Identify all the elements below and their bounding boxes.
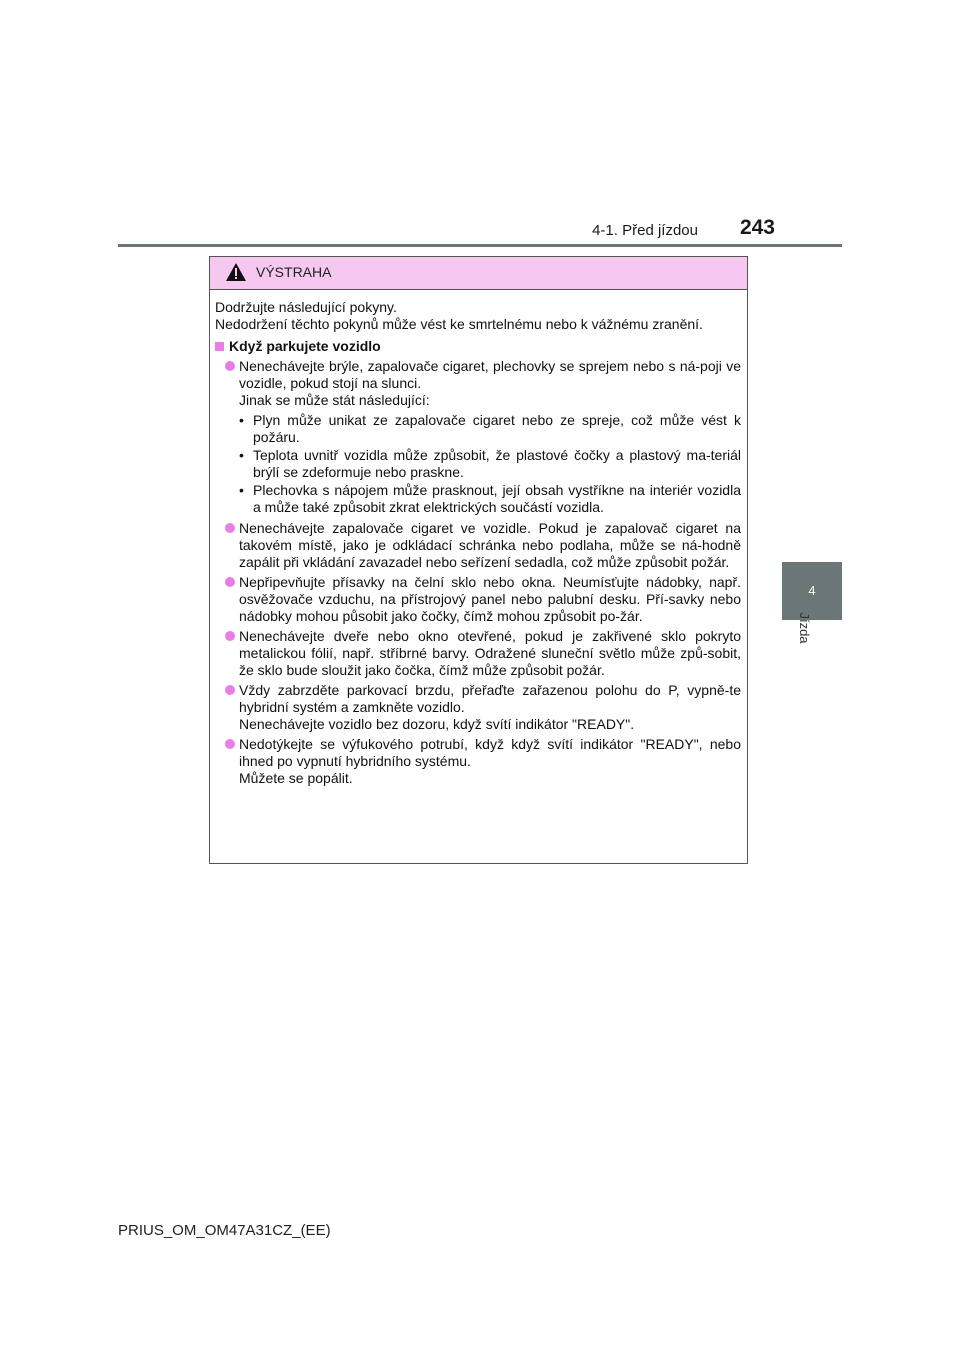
page-number: 243 <box>739 216 775 239</box>
section-title: 4-1. Před jízdou <box>592 222 698 239</box>
pink-square-bullet <box>215 342 224 351</box>
bullet-line: Nenechávejte vozidlo bez dozoru, když svítí indikátor "READY". <box>239 716 635 732</box>
warning-bullet <box>215 628 741 679</box>
intro-line: Dodržujte následující pokyny. <box>215 299 397 315</box>
warning-bullet <box>215 736 741 787</box>
pink-dot-bullet <box>225 361 235 371</box>
pink-dot-bullet <box>225 523 235 533</box>
pink-dot-bullet <box>225 631 235 641</box>
bullet-text <box>239 628 741 679</box>
subitem: • Plechovka s nápojem může prasknout, její obsah vystříkne na interiér vozidla a může také způsobit zkrat elektrických součástí vozidla. <box>239 482 741 515</box>
warning-bullet <box>215 520 741 571</box>
pink-dot-bullet <box>225 739 235 749</box>
chapter-tab-number: 4 <box>782 562 842 620</box>
bullet-line: Nenechávejte zapalovače cigaret ve vozidle. Pokud je zapalovač cigaret na takovém místě, jako je odkládací schránka nebo podlaha, může se ná-hodně zapálit při vkládání zavazadel nebo seřízení sedadla, což může způsobit požár. <box>239 520 741 570</box>
warning-intro <box>215 299 741 333</box>
bullet-subitems <box>239 412 741 516</box>
bullet-text <box>239 736 741 787</box>
warning-triangle-icon <box>225 262 247 282</box>
warning-body <box>210 290 747 787</box>
bullet-text <box>239 682 741 733</box>
subheading-text: Když parkujete vozidlo <box>229 338 381 354</box>
warning-subheading <box>215 338 741 355</box>
bullet-line: Nenechávejte dveře nebo okno otevřené, pokud je zakřivené sklo pokryto metalickou fólií, např. stříbrné barvy. Odražené sluneční světlo může způ-sobit, že sklo bude sloužit jako čočka, čímž může způsobit požár. <box>239 628 741 678</box>
subitem-text: Teplota uvnitř vozidla může způsobit, že plastové čočky a plastový ma-teriál brýlí se zdeformuje nebo praskne. <box>253 447 741 480</box>
subitem: • Plyn může unikat ze zapalovače cigaret nebo ze spreje, což může vést k požáru. <box>239 412 741 445</box>
subitem: • Teplota uvnitř vozidla může způsobit, že plastové čočky a plastový ma-teriál brýlí se zdeformuje nebo praskne. <box>239 447 741 480</box>
bullet-text <box>239 574 741 625</box>
bullet-line: Nenechávejte brýle, zapalovače cigaret, plechovky se sprejem nebo s ná-poji ve vozidle, pokud stojí na slunci. <box>239 358 741 391</box>
warning-box <box>209 256 748 864</box>
subitem-text: Plechovka s nápojem může prasknout, její obsah vystříkne na interiér vozidla a může také způsobit zkrat elektrických součástí vozidla. <box>253 482 741 515</box>
bullet-text <box>239 358 741 517</box>
bullet-line: Můžete se popálit. <box>239 770 353 786</box>
bullet-line: Nepřipevňujte přísavky na čelní sklo nebo okna. Neumísťujte nádobky, např. osvěžovače vzduchu, na přístrojový panel nebo palubní desku. Pří-savky nebo nádobky mohou působit jako čočky, čímž mohou způsobit po-žár. <box>239 574 741 624</box>
bullet-text <box>239 520 741 571</box>
document-code: PRIUS_OM_OM47A31CZ_(EE) <box>118 1222 331 1239</box>
warning-bullet <box>215 358 741 517</box>
header-divider <box>118 244 842 247</box>
bullet-line: Nedotýkejte se výfukového potrubí, když když svítí indikátor "READY", nebo ihned po vypnutí hybridního systému. <box>239 736 741 769</box>
intro-line: Nedodržení těchto pokynů může vést ke smrtelnému nebo k vážnému zranění. <box>215 316 703 332</box>
warning-title: VÝSTRAHA <box>256 264 332 280</box>
warning-header <box>210 257 747 290</box>
subitem-text: Plyn může unikat ze zapalovače cigaret nebo ze spreje, což může vést k požáru. <box>253 412 741 445</box>
bullet-line: Jinak se může stát následující: <box>239 392 430 408</box>
warning-bullet <box>215 682 741 733</box>
warning-bullet <box>215 574 741 625</box>
chapter-tab-label-text: Jízda <box>797 612 812 644</box>
chapter-tab-label <box>782 612 842 680</box>
pink-dot-bullet <box>225 685 235 695</box>
bullet-line: Vždy zabrzděte parkovací brzdu, přeřaďte zařazenou polohu do P, vypně-te hybridní systém a zamkněte vozidlo. <box>239 682 741 715</box>
pink-dot-bullet <box>225 577 235 587</box>
